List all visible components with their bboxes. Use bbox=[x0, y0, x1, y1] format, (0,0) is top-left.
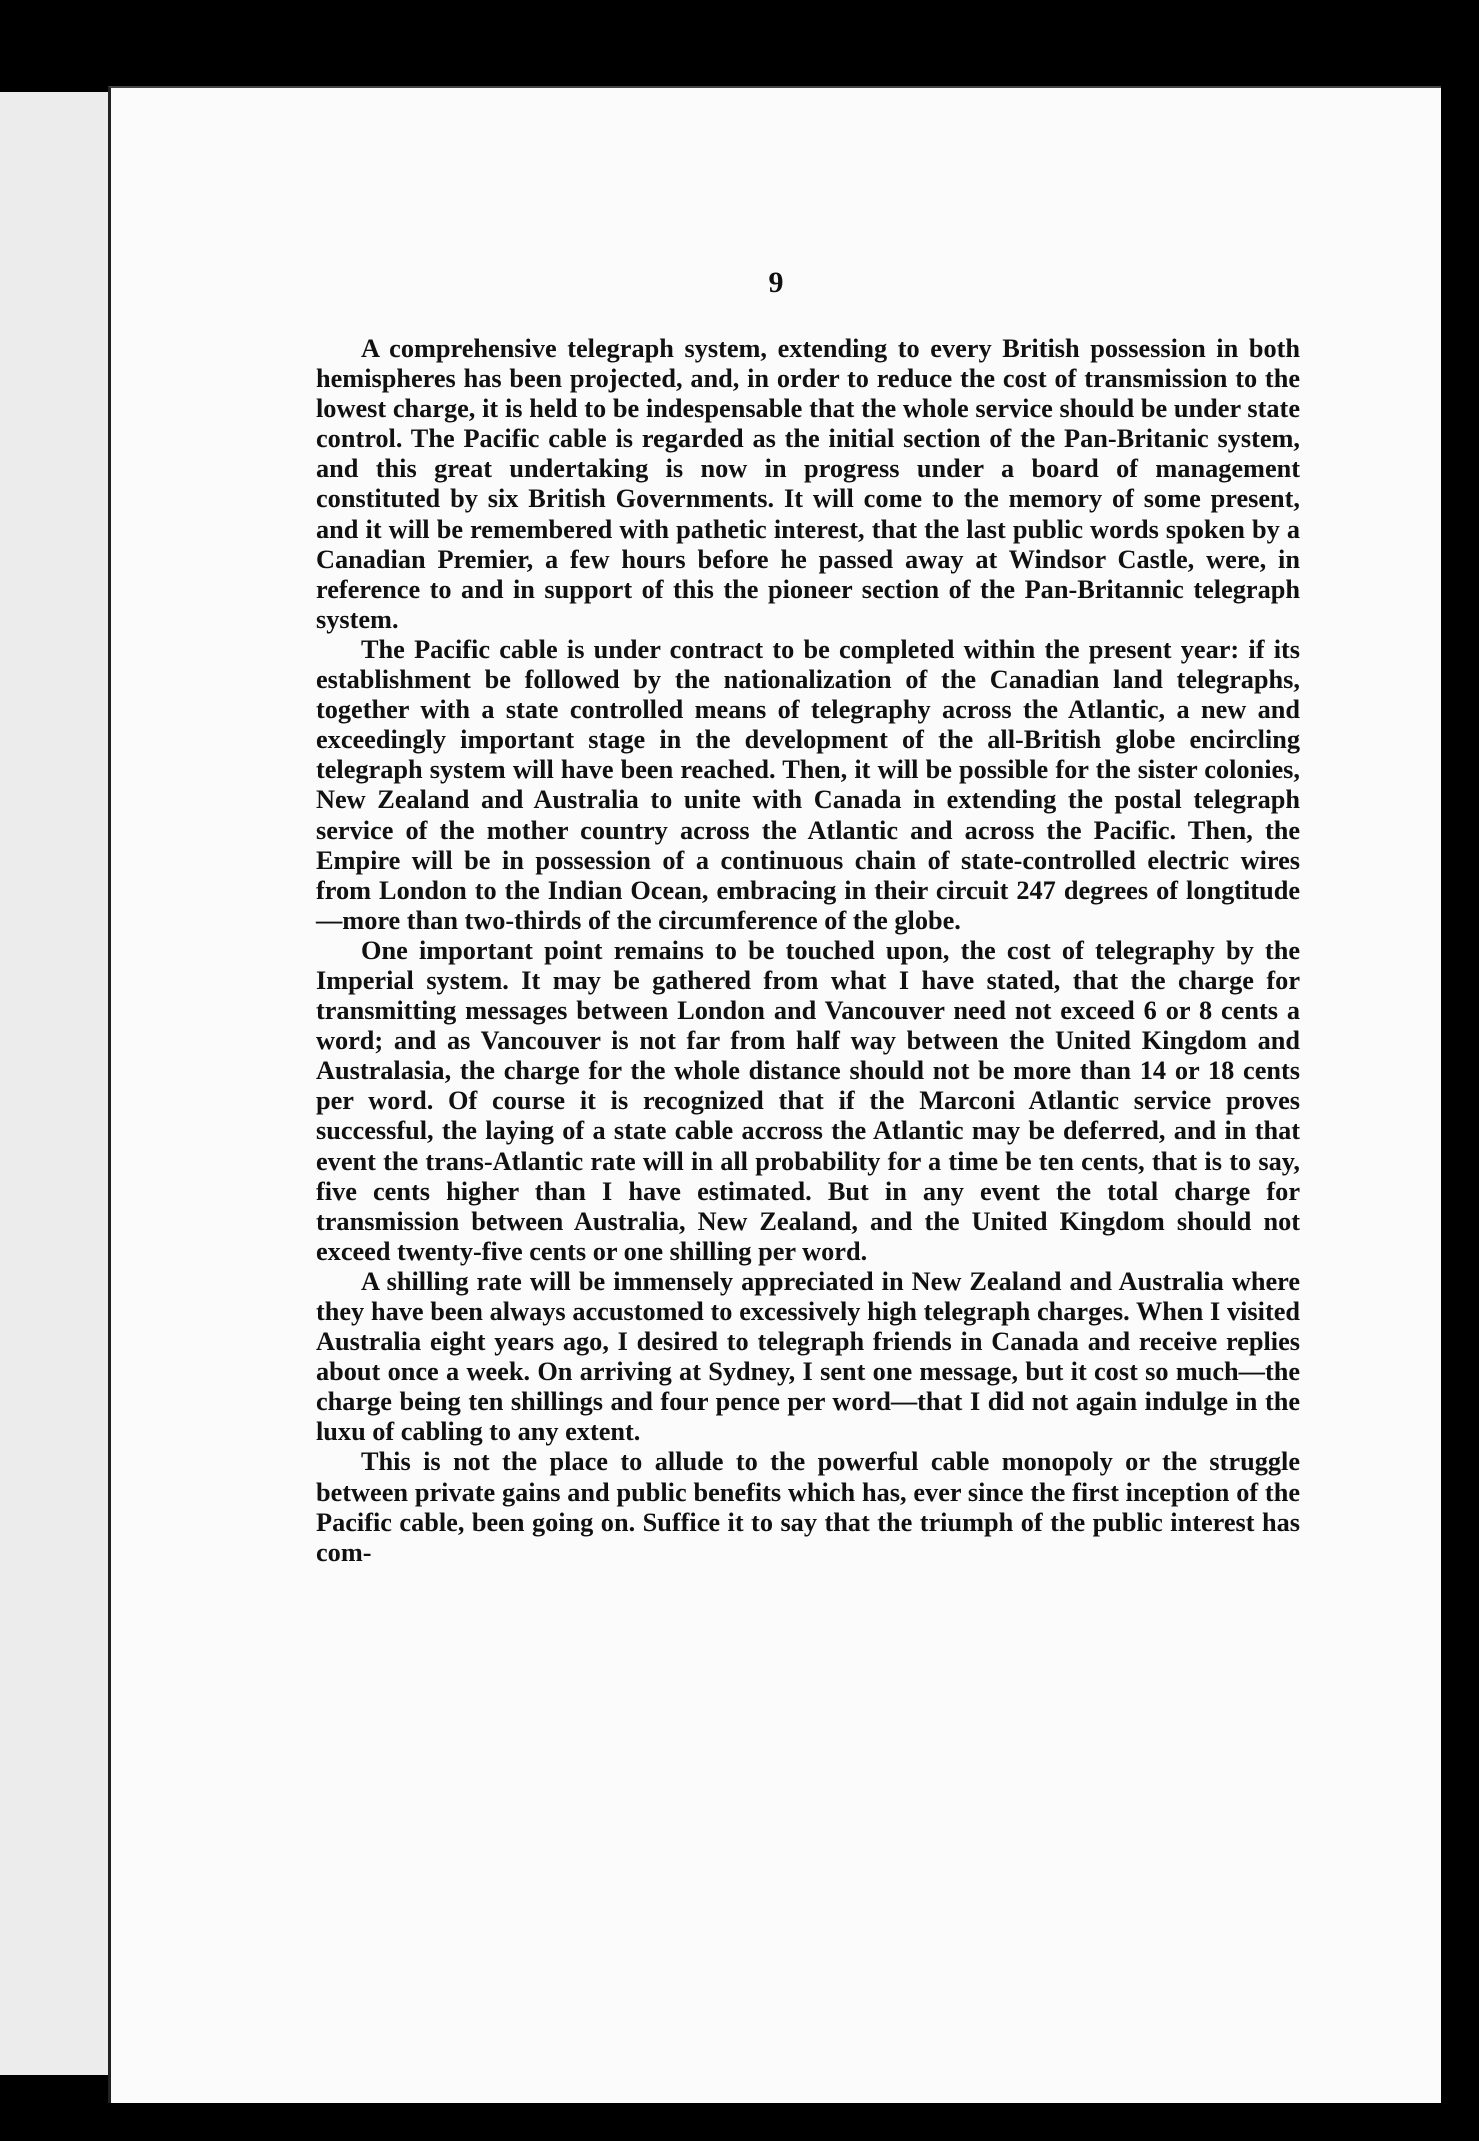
paragraph: A shilling rate will be immensely appreciated in New Zealand and Australia where they have been always accustomed to excessively high telegraph charges. When I visited Australia eight years ago, I desired to telegraph friends in Canada and receive replies about once a week. On arriving at Sydney, I sent one message, but it cost so much—the charge being ten shillings and four pence per word—that I did not again indulge in the luxu of cabling to any extent. bbox=[316, 1266, 1300, 1447]
paragraph: The Pacific cable is under contract to be completed within the present year: if its establishment be followed by the nationalization of the Canadian land telegraphs, together with a state controlled means of telegraphy across the Atlantic, a new and exceedingly important stage in the development of the all-British globe encircling telegraph system will have been reached. Then, it will be possible for the sister colonies, New Zealand and Australia to unite with Canada in extending the postal telegraph service of the mother country across the Atlantic and across the Pacific. Then, the Empire will be in possession of a continuous chain of state-controlled electric wires from London to the Indian Ocean, embracing in their circuit 247 degrees of longtitude—more than two-thirds of the circumference of the globe. bbox=[316, 634, 1300, 935]
paragraph: A comprehensive telegraph system, extending to every British possession in both hemispheres has been projected, and, in order to reduce the cost of transmission to the lowest charge, it is held to be indespensable that the whole service should be under state control. The Pacific cable is regarded as the initial section of the Pan-Britanic system, and this great undertaking is now in progress under a board of management constituted by six British Governments. It will come to the memory of some present, and it will be remembered with pathetic interest, that the last public words spoken by a Canadian Premier, a few hours before he passed away at Windsor Castle, were, in reference to and in support of this the pioneer section of the Pan-Britannic telegraph system. bbox=[316, 334, 1300, 634]
paragraph: One important point remains to be touched upon, the cost of telegraphy by the Imperial system. It may be gathered from what I have stated, that the charge for transmitting messages between London and Vancouver need not exceed 6 or 8 cents a word; and as Vancouver is not far from half way between the United Kingdom and Australasia, the charge for the whole distance should not be more than 14 or 18 cents per word. Of course it is recognized that if the Marconi Atlantic service proves successful, the laying of a state cable accross the Atlantic may be deferred, and in that event the trans-Atlantic rate will in all probability for a time be ten cents, that is to say, five cents higher than I have estimated. But in any event the total charge for transmission between Australia, New Zealand, and the United Kingdom should not exceed twenty-five cents or one shilling per word. bbox=[316, 935, 1300, 1266]
adjacent-page-edge bbox=[0, 92, 108, 2075]
page-number: 9 bbox=[768, 266, 784, 299]
document-page bbox=[108, 86, 1441, 2103]
body-text bbox=[316, 334, 1300, 1568]
paragraph: This is not the place to allude to the powerful cable monopoly or the struggle between private gains and public benefits which has, ever since the first inception of the Pacific cable, been going on. Suffice it to say that the triumph of the public interest has com- bbox=[316, 1447, 1300, 1567]
